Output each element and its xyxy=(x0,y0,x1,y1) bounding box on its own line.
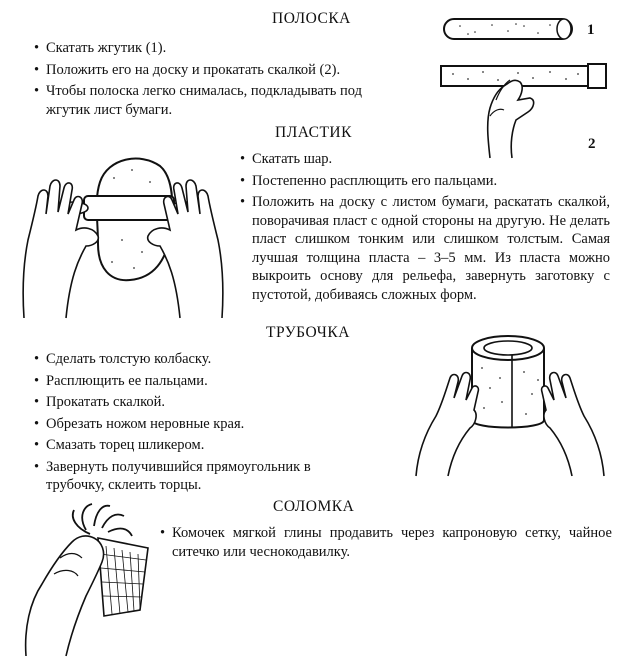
figure-label-1: 1 xyxy=(587,22,595,38)
list-item: • Обрезать ножом неровные края. xyxy=(34,415,354,434)
trubochka-list xyxy=(34,350,354,498)
list-item: • Скатать шар. xyxy=(240,150,610,169)
poloska-list xyxy=(34,39,404,122)
list-item: • Прокатать скалкой. xyxy=(34,393,354,412)
plastik-list xyxy=(240,150,610,307)
list-item: • Чтобы полоска легко снималась, подкладывать под жгутик лист бумаги. xyxy=(34,82,404,119)
rolling-slab-illustration xyxy=(14,148,232,320)
figure-label-2: 2 xyxy=(588,136,596,152)
rolling-strip-illustration xyxy=(438,60,613,160)
list-item: • Постепенно расплющить его пальцами. xyxy=(240,172,610,191)
list-item: • Завернуть получившийся прямоугольник в трубочку, склеить торцы. xyxy=(34,458,354,495)
list-item: • Положить на доску с листом бумаги, раскатать скалкой, поворачивая пласт с одной стороны на другую. Не делать пласт слишком тонким или слишком толстым. Самая лучшая толщина пласта – 3–5 мм. Из пласта можно выкроить основу для рельефа, завернуть заготовку с пустотой, добиваясь сложных форм. xyxy=(240,193,610,304)
list-item: • Расплющить ее пальцами. xyxy=(34,372,354,391)
clay-mesh-illustration xyxy=(16,498,154,658)
section-title-trubochka: ТРУБОЧКА xyxy=(266,324,350,341)
list-item: • Скатать жгутик (1). xyxy=(34,39,404,58)
section-title-poloska: ПОЛОСКА xyxy=(272,10,351,27)
section-title-plastik: ПЛАСТИК xyxy=(275,124,352,141)
list-item: • Сделать толстую колбаску. xyxy=(34,350,354,369)
clay-tube-illustration xyxy=(412,328,608,478)
section-title-solomka: СОЛОМКА xyxy=(273,498,355,515)
list-item: • Смазать торец шликером. xyxy=(34,436,354,455)
list-item: • Комочек мягкой глины продавить через капроновую сетку, чайное ситечко или чеснокодавилку. xyxy=(160,524,612,561)
solomka-list xyxy=(160,524,612,564)
clay-coil-illustration xyxy=(440,14,580,48)
list-item: • Положить его на доску и прокатать скалкой (2). xyxy=(34,61,404,80)
